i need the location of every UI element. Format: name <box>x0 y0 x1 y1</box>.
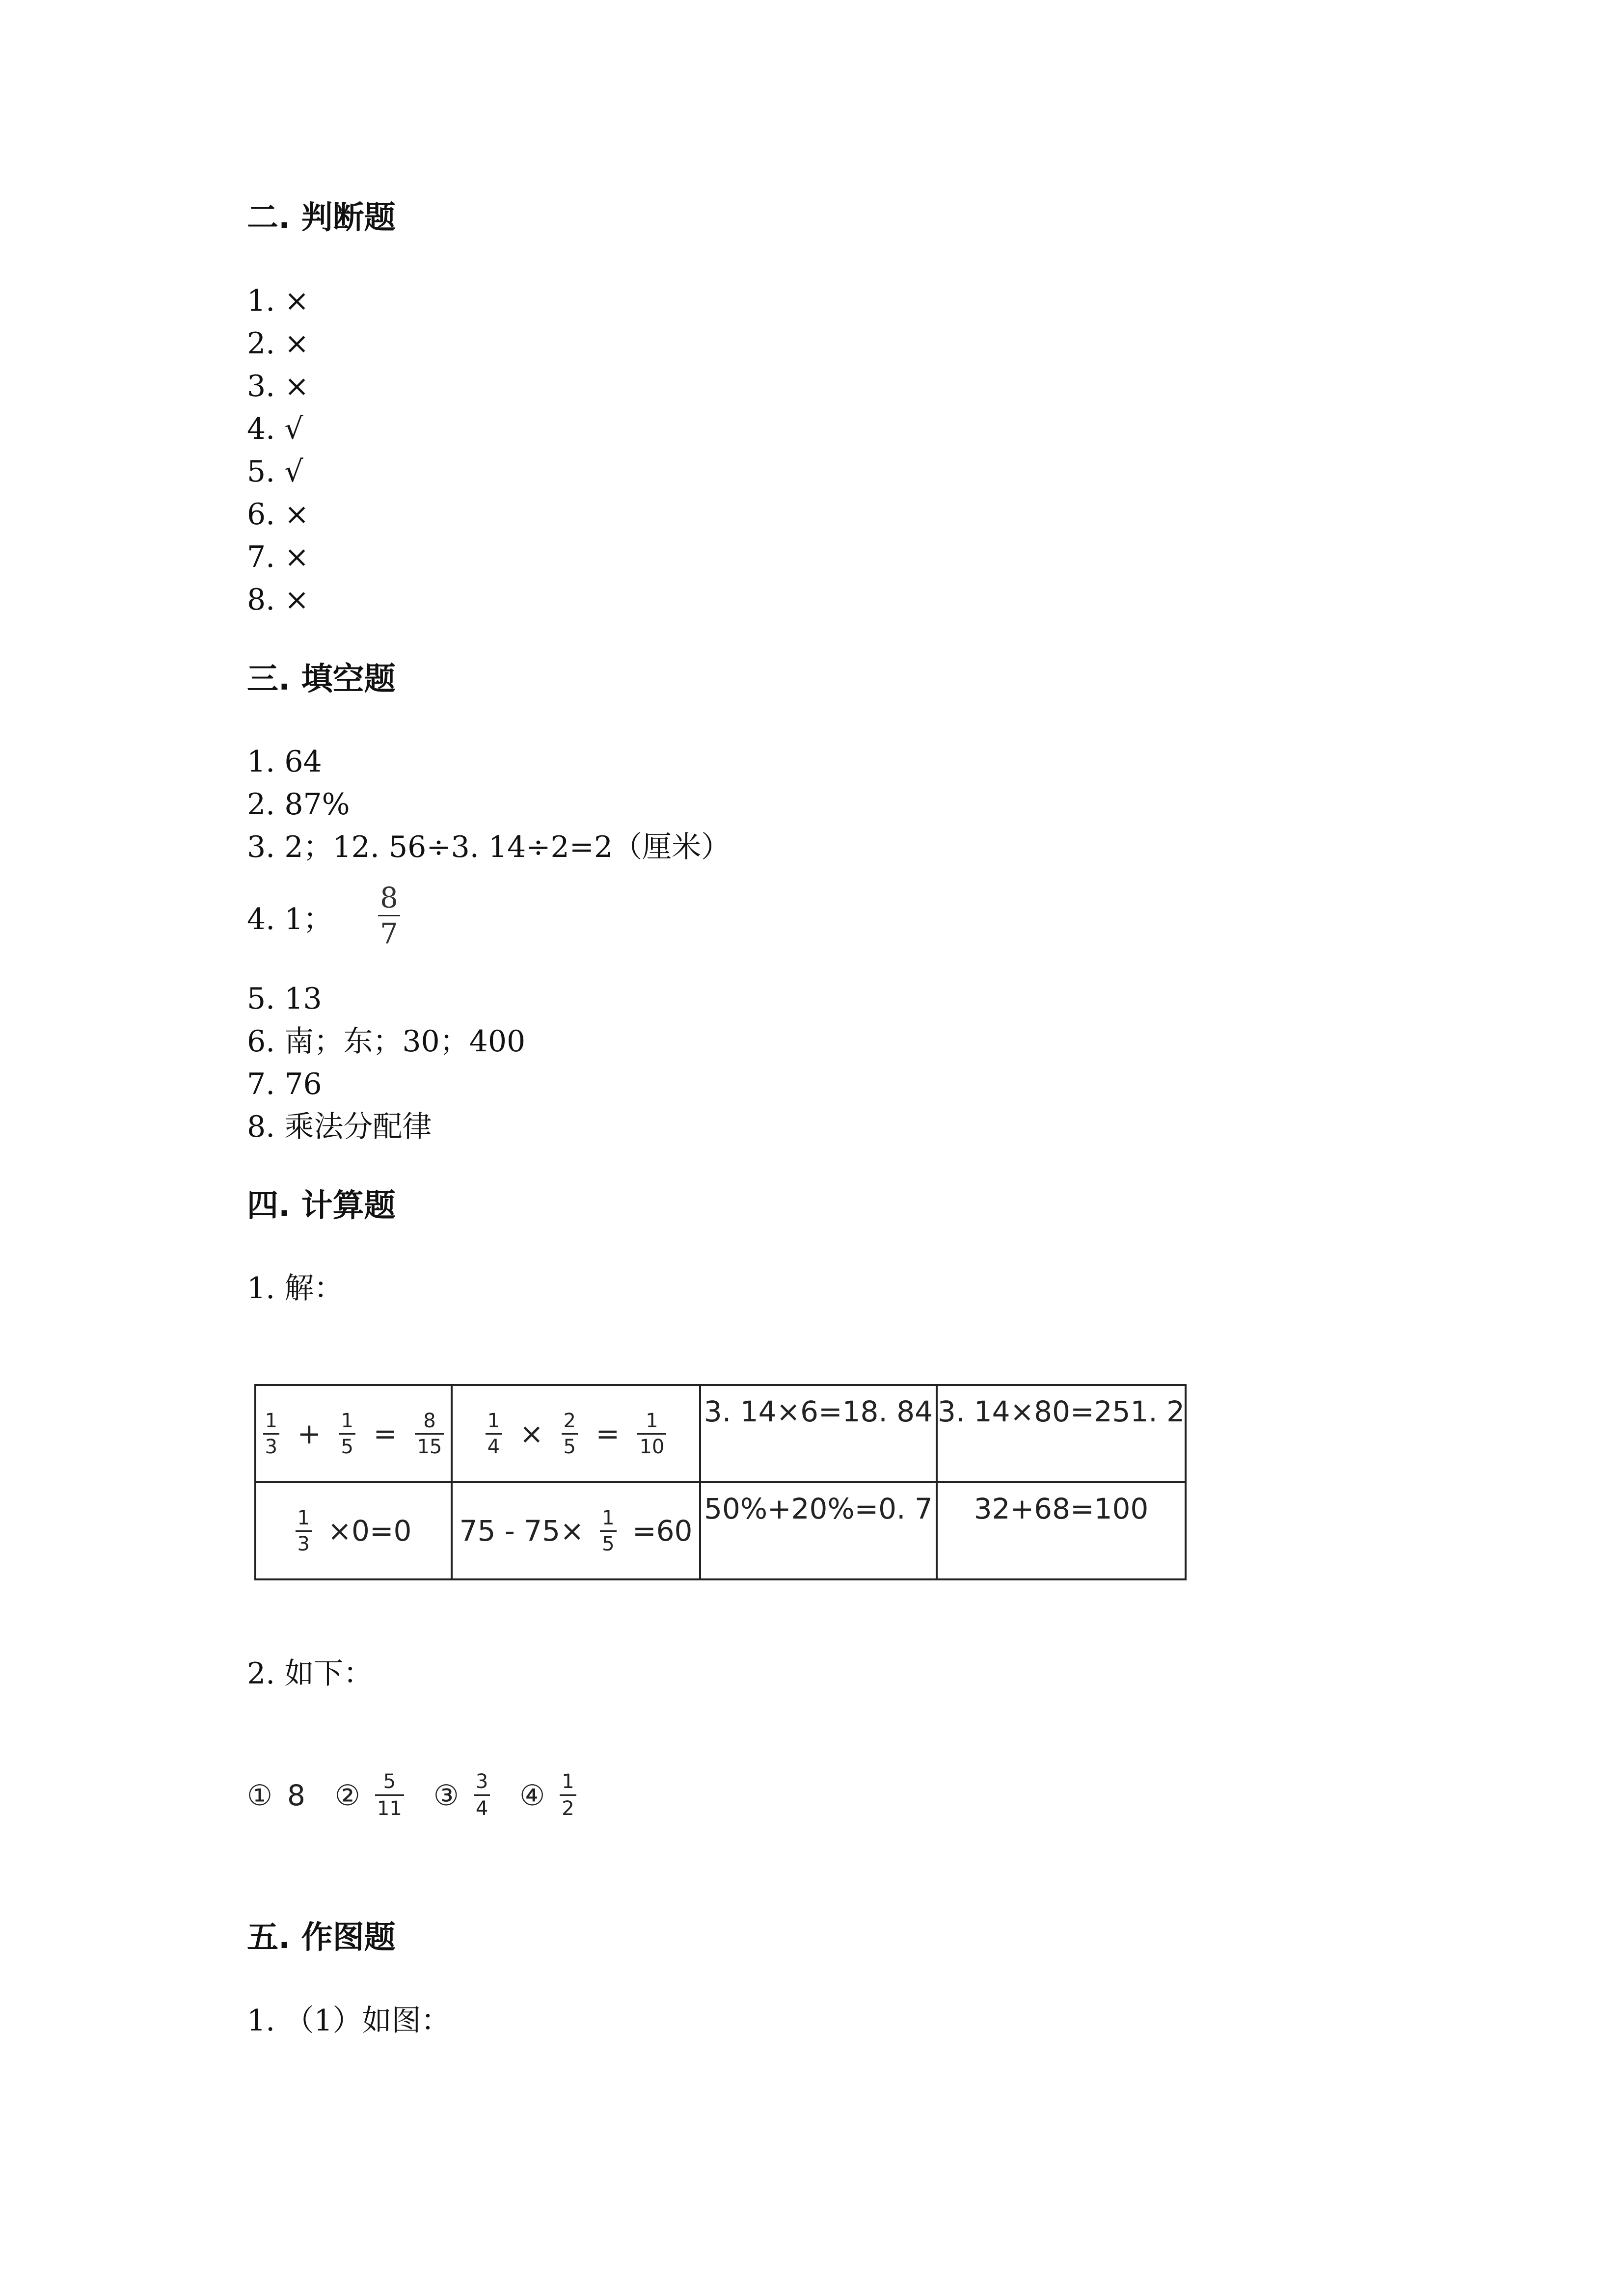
equals-sign: = <box>595 1417 620 1450</box>
fill-answer-4-prefix: 4. 1； <box>247 902 333 936</box>
fraction-denominator: 7 <box>380 917 398 950</box>
fraction: $\frac{1}{4}$ <box>486 1411 502 1457</box>
fraction-numerator: 8 <box>380 881 398 914</box>
fill-answer-8: 8. 乘法分配律 <box>247 1110 432 1144</box>
expression-rest: ×0=0 <box>327 1514 412 1548</box>
fraction: $\frac{1}{5}$ <box>339 1411 355 1457</box>
fill-answer-7: 7. 76 <box>247 1067 322 1101</box>
fraction: $\frac{1}{2}$ <box>560 1772 576 1818</box>
fill-answer-3: 3. 2；12. 56÷3. 14÷2=2（厘米） <box>247 830 731 864</box>
expression-prefix: 75 - 75× <box>459 1514 584 1548</box>
calc-question-1-label: 1. 解： <box>247 1271 344 1306</box>
judgement-answer-1: 1. × <box>247 284 309 318</box>
fraction: $\frac{1}{3}$ <box>263 1411 279 1457</box>
section-title-drawing: 五. 作图题 <box>247 1920 396 1956</box>
fraction: $\frac{1}{5}$ <box>600 1508 616 1554</box>
fraction: $\frac{8}{15}$ <box>415 1411 444 1457</box>
equals-sign: = <box>373 1417 398 1450</box>
table-cell-fraction-product <box>452 1385 700 1482</box>
circled-number: ④ <box>519 1778 545 1812</box>
fraction: $\frac{3}{4}$ <box>474 1772 490 1818</box>
fill-answer-5: 5. 13 <box>247 982 322 1016</box>
fill-answer-2: 2. 87% <box>247 787 350 822</box>
judgement-answer-5: 5. √ <box>247 454 303 489</box>
circled-number: ③ <box>433 1778 459 1812</box>
expression-rest: =60 <box>632 1514 693 1548</box>
table-cell-decimal-product-1: 3. 14×6=18. 84 <box>700 1385 937 1482</box>
answer-value: 8 <box>287 1778 305 1812</box>
section-title-judgement: 二. 判断题 <box>247 200 396 236</box>
fraction: $\frac{1}{3}$ <box>296 1508 312 1554</box>
plus-sign: + <box>297 1417 322 1450</box>
circled-number: ① <box>247 1778 272 1812</box>
section-title-fill-blank: 三. 填空题 <box>247 661 396 697</box>
table-cell-fraction-sum <box>255 1385 452 1482</box>
fraction: $\frac{2}{5}$ <box>562 1411 578 1457</box>
table-cell-decimal-product-2: 3. 14×80=251. 2 <box>937 1385 1186 1482</box>
section-title-calculation: 四. 计算题 <box>247 1188 396 1224</box>
judgement-answer-8: 8. × <box>247 583 309 617</box>
calc-answer-table <box>254 1384 1187 1580</box>
answer-item <box>433 1772 490 1818</box>
answer-item <box>247 1779 305 1812</box>
fill-answer-6: 6. 南；东；30；400 <box>247 1024 526 1059</box>
times-sign: × <box>519 1417 544 1450</box>
circled-number: ② <box>334 1778 360 1812</box>
fill-answer-1: 1. 64 <box>247 745 322 779</box>
judgement-answer-7: 7. × <box>247 540 309 574</box>
answer-item <box>519 1772 576 1818</box>
fraction-bar <box>378 915 400 916</box>
answer-item <box>335 1772 404 1818</box>
drawing-question-1-label: 1. （1）如图： <box>247 2003 451 2038</box>
table-cell-fraction-times-zero <box>255 1482 452 1579</box>
judgement-answer-3: 3. × <box>247 369 309 403</box>
judgement-answer-4: 4. √ <box>247 412 303 446</box>
table-cell-percent-sum: 50%+20%=0. 7 <box>700 1482 937 1579</box>
table-cell-integer-sum: 32+68=100 <box>937 1482 1186 1579</box>
fill-answer-4-fraction <box>378 883 400 948</box>
calc-question-2-label: 2. 如下： <box>247 1656 373 1691</box>
table-row <box>255 1482 1186 1579</box>
table-row <box>255 1385 1186 1482</box>
fraction: $\frac{5}{11}$ <box>375 1772 404 1818</box>
judgement-answer-2: 2. × <box>247 326 309 361</box>
fraction: $\frac{1}{10}$ <box>637 1411 666 1457</box>
judgement-answer-6: 6. × <box>247 497 309 532</box>
calc-question-2-answers <box>247 1772 606 1818</box>
table-cell-subtraction <box>452 1482 700 1579</box>
